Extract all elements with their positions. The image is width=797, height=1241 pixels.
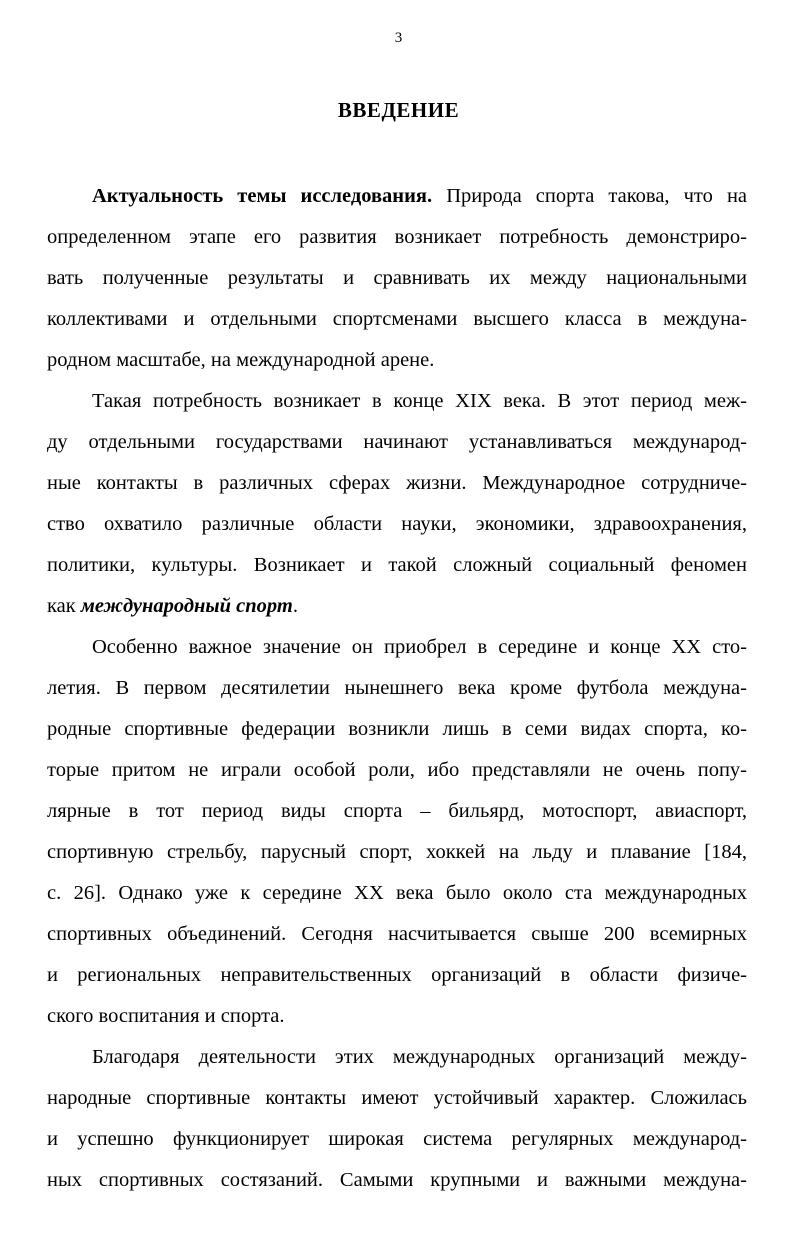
text-line: и успешно функционирует широкая система регулярных международ-: [47, 1128, 747, 1150]
italic-term: международный спорт: [80, 595, 293, 617]
text-line: коллективами и отдельными спортсменами высшего класса в междуна-: [47, 308, 747, 330]
text-line: с. 26]. Однако уже к середине XX века было около ста международных: [47, 882, 747, 904]
text-line: Актуальность темы исследования. Природа спорта такова, что на: [92, 185, 748, 207]
text-line: народные спортивные контакты имеют устойчивый характер. Сложилась: [47, 1087, 747, 1109]
text-line: торые притом не играли особой роли, ибо представляли не очень попу-: [47, 759, 747, 781]
text-line: спортивную стрельбу, парусный спорт, хоккей на льду и плавание [184,: [47, 841, 747, 863]
bold-lead: Актуальность темы исследования.: [92, 185, 433, 207]
text-line: ство охватило различные области науки, экономики, здравоохранения,: [47, 513, 747, 535]
text-line: ных спортивных состязаний. Самыми крупными и важными междуна-: [47, 1169, 747, 1191]
text-line: ду отдельными государствами начинают устанавливаться международ-: [47, 431, 747, 453]
text-line: определенном этапе его развития возникает потребность демонстриро-: [47, 226, 747, 248]
text-line: ского воспитания и спорта.: [47, 1005, 285, 1027]
paragraph-need: [47, 381, 747, 627]
paragraph-relevance: [47, 176, 747, 381]
paragraph-importance: [47, 627, 747, 1037]
text-line: политики, культуры. Возникает и такой сложный социальный феномен: [47, 554, 747, 576]
text-line: родном масштабе, на международной арене.: [47, 349, 435, 371]
text-line: летия. В первом десятилетии нынешнего века кроме футбола междуна-: [47, 677, 747, 699]
text-line: и региональных неправительственных организаций в области физиче-: [47, 964, 747, 986]
text-line: ные контакты в различных сферах жизни. Международное сотрудниче-: [47, 472, 747, 494]
text-line: как международный спорт.: [47, 595, 298, 617]
text-line: лярные в тот период виды спорта – бильярд, мотоспорт, авиаспорт,: [47, 800, 747, 822]
text-line: Благодаря деятельности этих международных организаций между-: [92, 1046, 747, 1068]
body-text: [47, 176, 747, 1201]
text-line: Особенно важное значение он приобрел в середине и конце XX сто-: [92, 636, 747, 658]
page-number: 3: [394, 30, 403, 46]
text-line: родные спортивные федерации возникли лишь в семи видах спорта, ко-: [47, 718, 747, 740]
text-line: спортивных объединений. Сегодня насчитывается свыше 200 всемирных: [47, 923, 747, 945]
text-line: вать полученные результаты и сравнивать их между национальными: [47, 267, 747, 289]
paragraph-organizations: [47, 1037, 747, 1201]
text-line: Такая потребность возникает в конце XIX века. В этот период меж-: [92, 390, 747, 412]
section-title: ВВЕДЕНИЕ: [337, 98, 460, 122]
